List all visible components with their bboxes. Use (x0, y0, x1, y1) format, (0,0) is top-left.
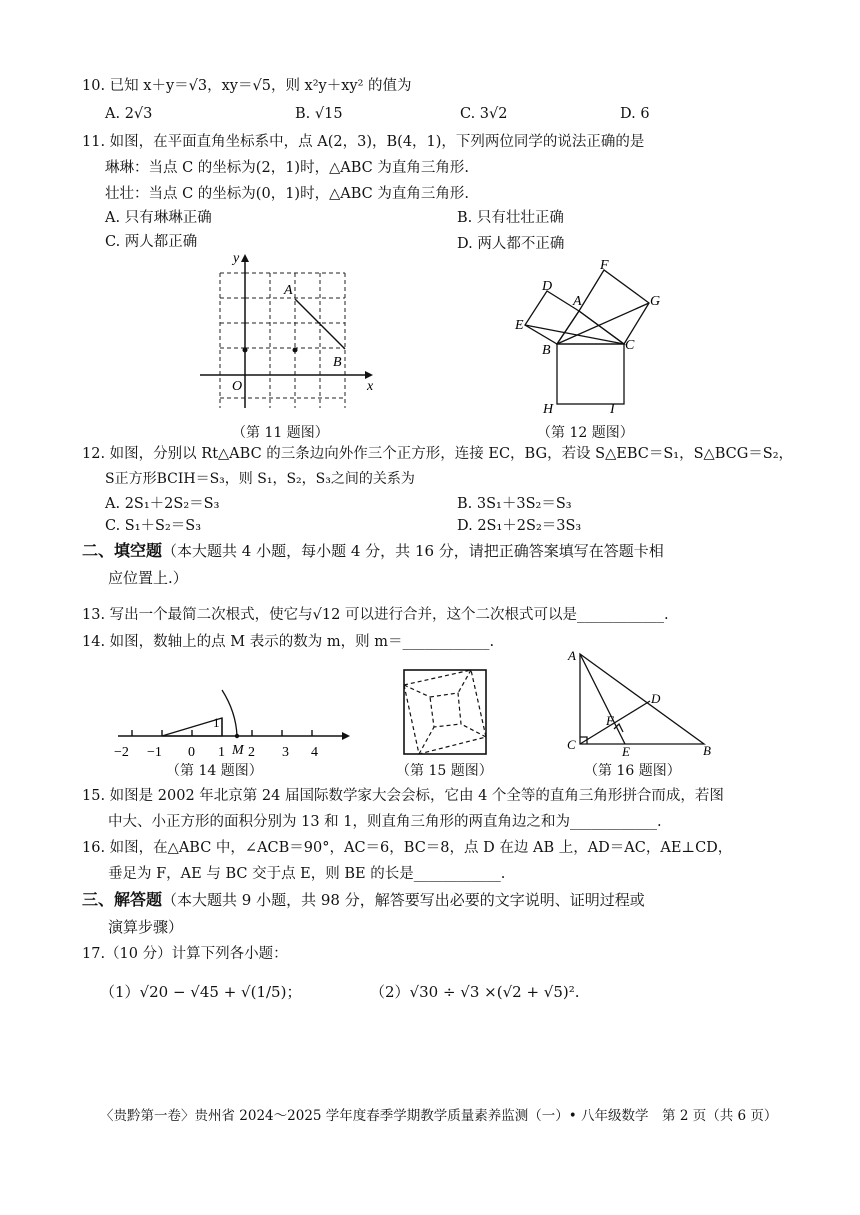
fig12-label-i: I (610, 402, 615, 417)
fig16-label-d: D (651, 691, 661, 706)
q11-stem: 11. 如图，在平面直角坐标系中，点 A(2，3)，B(4，1)，下列两位同学的说法正确的是 (82, 134, 645, 150)
figure-15-caption: （第 15 题图） (396, 763, 493, 779)
fig14-angle-label: 1 (213, 715, 220, 730)
section-2-title: 二、填空题 (82, 541, 163, 560)
figure-11-caption: （第 11 题图） (232, 425, 329, 441)
q11-option-d: D. 两人都不正确 (457, 236, 565, 252)
fig16-label-c: C (567, 737, 576, 752)
q15-line1: 15. 如图是 2002 年北京第 24 届国际数学家大会会标，它由 4 个全等的直角三角形拼合而成，若图 (82, 788, 724, 804)
fig12-label-f: F (600, 258, 609, 273)
fig12-label-c: C (625, 338, 635, 353)
section-2-note2: 应位置上.） (108, 569, 188, 587)
q10-option-d: D. 6 (620, 106, 650, 122)
q15-line2: 中大、小正方形的面积分别为 13 和 1，则直角三角形的两直角边之和为____________. (108, 814, 662, 830)
figure-16-caption: （第 16 题图） (584, 763, 681, 779)
q12-option-b: B. 3S₁＋3S₂＝S₃ (457, 496, 572, 512)
q17-part-1: （1）√20 − √45 + √(1/5)； (100, 983, 302, 1001)
q12-option-c: C. S₁＋S₂＝S₃ (105, 518, 202, 534)
fig12-label-g: G (650, 294, 661, 309)
q13-text: 13. 写出一个最简二次根式，使它与√12 可以进行合并，这个二次根式可以是____________. (82, 607, 669, 623)
q16-line2: 垂足为 F，AE 与 BC 交于点 E，则 BE 的长是____________. (108, 866, 506, 882)
fig11-y-label: y (233, 251, 240, 266)
q11-line1: 琳琳：当点 C 的坐标为(2，1)时，△ABC 为直角三角形. (105, 160, 469, 176)
fig12-label-h: H (543, 402, 554, 417)
fig12-label-e: E (515, 318, 524, 333)
fig14-tick-neg1: −1 (147, 745, 162, 760)
q11-option-a: A. 只有琳琳正确 (105, 210, 212, 226)
q12-stem: 12. 如图，分别以 Rt△ABC 的三条边向外作三个正方形，连接 EC，BG，若设 S△EBC＝S₁，S△BCG＝S₂， (82, 446, 794, 462)
q12-option-a: A. 2S₁＋2S₂＝S₃ (105, 496, 220, 512)
fig16-label-e: E (622, 744, 630, 759)
q14-text: 14. 如图，数轴上的点 M 表示的数为 m，则 m＝____________. (82, 634, 495, 650)
q10-option-a: A. 2√3 (105, 106, 153, 122)
section-3-note: （本大题共 9 小题，共 98 分，解答要写出必要的文字说明、证明过程或 (162, 891, 645, 909)
fig12-label-d: D (542, 279, 553, 294)
fig14-tick-0: 0 (188, 745, 195, 760)
fig11-point-b-label: B (333, 355, 342, 370)
figure-15-square-logo (396, 664, 496, 760)
page-footer: 〈贵黔第一卷〉贵州省 2024～2025 学年度春季学期教学质量素养监测（一）• 八年级数学 第 2 页（共 6 页） (100, 1108, 778, 1124)
section-3-note2: 演算步骤） (108, 918, 184, 936)
q11-line2: 壮壮：当点 C 的坐标为(0，1)时，△ABC 为直角三角形. (105, 186, 469, 202)
q16-line1: 16. 如图，在△ABC 中，∠ACB＝90°，AC＝6，BC＝8，点 D 在边 AB 上，AD＝AC，AE⊥CD， (82, 840, 733, 856)
figure-12-caption: （第 12 题图） (537, 425, 634, 441)
q11-option-b: B. 只有壮壮正确 (457, 210, 564, 226)
figure-12-squares (510, 256, 680, 416)
fig12-label-b: B (542, 343, 551, 358)
fig14-tick-3: 3 (282, 745, 289, 760)
section-2-header (82, 541, 664, 562)
q17-part-2: （2）√30 ÷ √3 ×(√2 + √5)². (370, 983, 580, 1001)
fig11-origin-label: O (232, 379, 243, 394)
figure-14-number-line (110, 670, 355, 765)
fig14-tick-1: 1 (218, 745, 225, 760)
fig14-tick-neg2: −2 (114, 745, 129, 760)
fig14-tick-4: 4 (311, 745, 318, 760)
q17-stem: 17.（10 分）计算下列各小题： (82, 946, 288, 962)
figure-16-triangle (562, 648, 717, 759)
figure-14-caption: （第 14 题图） (166, 763, 263, 779)
section-2-note: （本大题共 4 小题，每小题 4 分，共 16 分，请把正确答案填写在答题卡相 (162, 542, 664, 560)
q10-option-c: C. 3√2 (460, 106, 508, 122)
fig16-label-b: B (703, 743, 711, 758)
fig16-label-f: F (606, 713, 614, 728)
fig11-point-a-label: A (284, 283, 293, 298)
q11-option-c: C. 两人都正确 (105, 234, 198, 250)
section-3-title: 三、解答题 (82, 890, 163, 909)
figure-11-grid (195, 248, 385, 418)
q10-option-b: B. √15 (295, 106, 343, 122)
q12-option-d: D. 2S₁＋2S₂＝3S₃ (457, 518, 582, 534)
fig12-label-a: A (573, 294, 582, 309)
q10-stem: 10. 已知 x＋y＝√3，xy＝√5，则 x²y＋xy² 的值为 (82, 78, 412, 94)
fig14-tick-2: 2 (248, 745, 255, 760)
q12-stem2: S正方形BCIH＝S₃，则 S₁，S₂，S₃之间的关系为 (105, 471, 415, 487)
fig11-x-label: x (367, 379, 374, 394)
section-3-header (82, 890, 645, 911)
fig14-point-m-label: M (232, 743, 244, 758)
fig16-label-a: A (568, 648, 576, 663)
